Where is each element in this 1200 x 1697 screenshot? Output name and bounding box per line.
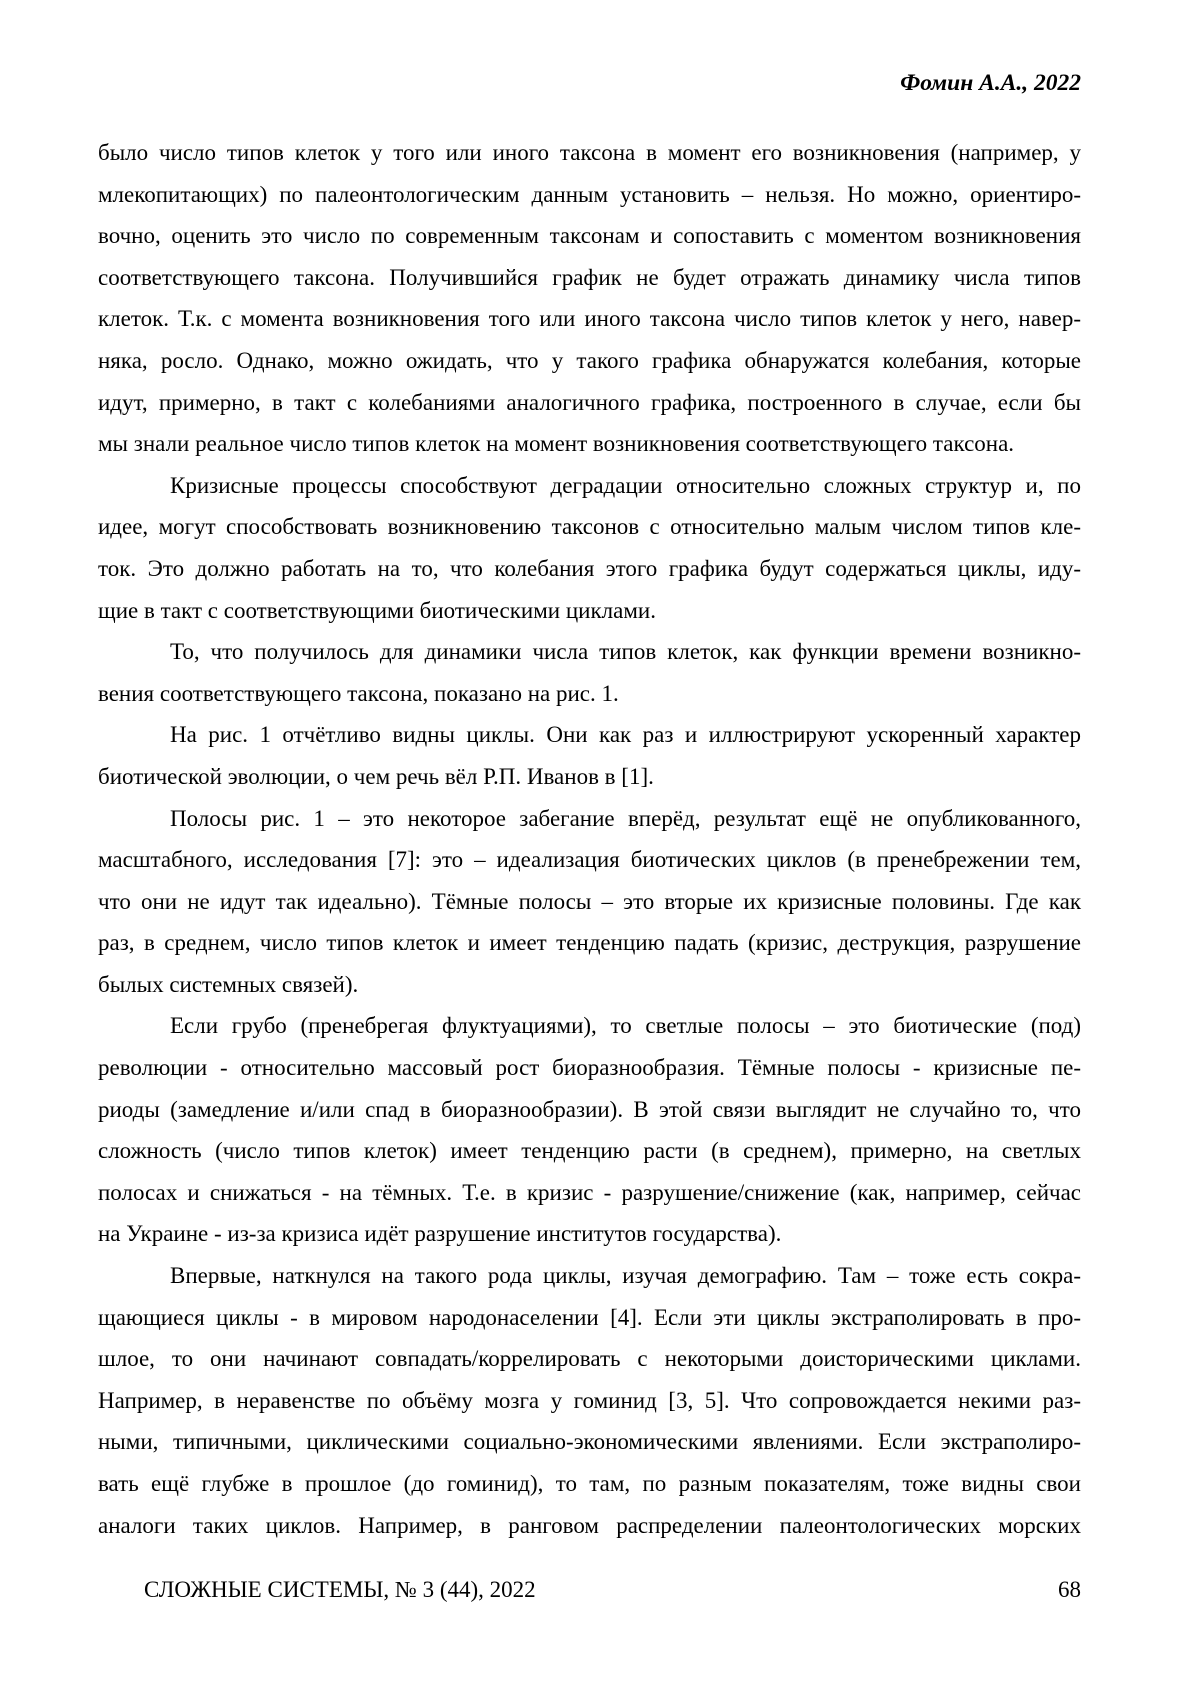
text-line: идут, примерно, в такт с колебаниями аналогичного графика, построенного в случае, если бы	[98, 389, 1081, 415]
text-line: То, что получилось для динамики числа типов клеток, как функции времени возникно-	[170, 639, 1081, 665]
paragraph	[98, 132, 1081, 465]
text-line: вения соответствующего таксона, показано на рис. 1.	[98, 680, 619, 706]
text-line: масштабного, исследования [7]: это – идеализация биотических циклов (в пренебрежении тем,	[98, 847, 1081, 873]
text-line: риоды (замедление и/или спад в биоразнообразии). В этой связи выглядит не случайно то, что	[98, 1096, 1081, 1122]
text-line: На рис. 1 отчётливо видны циклы. Они как раз и иллюстрируют ускоренный характер	[170, 722, 1081, 748]
paragraph	[98, 631, 1081, 714]
text-line: идее, могут способствовать возникновению таксонов с относительно малым числом типов кле-	[98, 514, 1081, 540]
text-line: Впервые, наткнулся на такого рода циклы, изучая демографию. Там – тоже есть сокра-	[170, 1263, 1081, 1289]
text-line: мы знали реальное число типов клеток на момент возникновения соответствующего таксона.	[98, 431, 1015, 457]
paragraph	[98, 714, 1081, 797]
text-line: млекопитающих) по палеонтологическим данным установить – нельзя. Но можно, ориентиро-	[98, 181, 1081, 207]
text-line: Кризисные процессы способствуют деградации относительно сложных структур и, по	[170, 472, 1081, 498]
text-line: сложность (число типов клеток) имеет тенденцию расти (в среднем), примерно, на светлых	[98, 1138, 1081, 1164]
document-body	[98, 132, 1081, 1546]
paragraph	[98, 1005, 1081, 1255]
text-line: было число типов клеток у того или иного таксона в момент его возникновения (например, у	[98, 140, 1081, 165]
text-line: клеток. Т.к. с момента возникновения того или иного таксона число типов клеток у него, навер-	[98, 306, 1081, 332]
text-line: былых системных связей).	[98, 971, 359, 997]
text-line: ток. Это должно работать на то, что колебания этого графика будут содержаться циклы, иду-	[98, 555, 1081, 581]
text-line: что они не идут так идеально). Тёмные полосы – это вторые их кризисные половины. Где как	[98, 888, 1081, 914]
page-number: 68	[1058, 1577, 1081, 1602]
text-line: Если грубо (пренебрегая флуктуациями), то светлые полосы – это биотические (под)	[170, 1013, 1081, 1039]
text-line: соответствующего таксона. Получившийся график не будет отражать динамику числа типов	[98, 264, 1081, 290]
text-line: вочно, оценить это число по современным таксонам и сопоставить с моментом возникновения	[98, 223, 1081, 249]
text-line: вать ещё глубже в прошлое (до гоминид), то там, по разным показателям, тоже видны свои	[98, 1471, 1081, 1496]
text-line: Полосы рис. 1 – это некоторое забегание вперёд, результат ещё не опубликованного,	[170, 805, 1081, 831]
journal-title: СЛОЖНЫЕ СИСТЕМЫ, № 3 (44), 2022	[144, 1577, 536, 1602]
paragraph	[98, 798, 1081, 1006]
page-header-author: Фомин А.А., 2022	[900, 70, 1081, 96]
text-line: биотической эволюции, о чем речь вёл Р.П. Иванов в [1].	[98, 763, 654, 789]
text-line: щающиеся циклы - в мировом народонаселении [4]. Если эти циклы экстраполировать в про-	[98, 1304, 1081, 1330]
text-line: ными, типичными, циклическими социально-экономическими явлениями. Если экстраполиро-	[98, 1429, 1081, 1455]
text-line: аналоги таких циклов. Например, в ранговом распределении палеонтологических морских	[98, 1512, 1081, 1538]
text-line: раз, в среднем, число типов клеток и имеет тенденцию падать (кризис, деструкция, разрушение	[98, 930, 1081, 956]
text-line: Например, в неравенстве по объёму мозга у гоминид [3, 5]. Что сопровождается некими раз-	[98, 1387, 1081, 1413]
page-footer	[98, 1577, 1081, 1603]
text-line: полосах и снижаться - на тёмных. Т.е. в кризис - разрушение/снижение (как, например, сейчас	[98, 1179, 1081, 1205]
paragraph	[98, 1255, 1081, 1546]
text-line: щие в такт с соответствующими биотическими циклами.	[98, 597, 656, 623]
text-line: революции - относительно массовый рост биоразнообразия. Тёмные полосы - кризисные пе-	[98, 1055, 1081, 1081]
text-line: шлое, то они начинают совпадать/коррелировать с некоторыми доисторическими циклами.	[98, 1346, 1081, 1372]
text-line: няка, росло. Однако, можно ожидать, что у такого графика обнаружатся колебания, которые	[98, 347, 1081, 373]
text-line: на Украине - из-за кризиса идёт разрушение институтов государства).	[98, 1221, 782, 1247]
paragraph	[98, 465, 1081, 631]
